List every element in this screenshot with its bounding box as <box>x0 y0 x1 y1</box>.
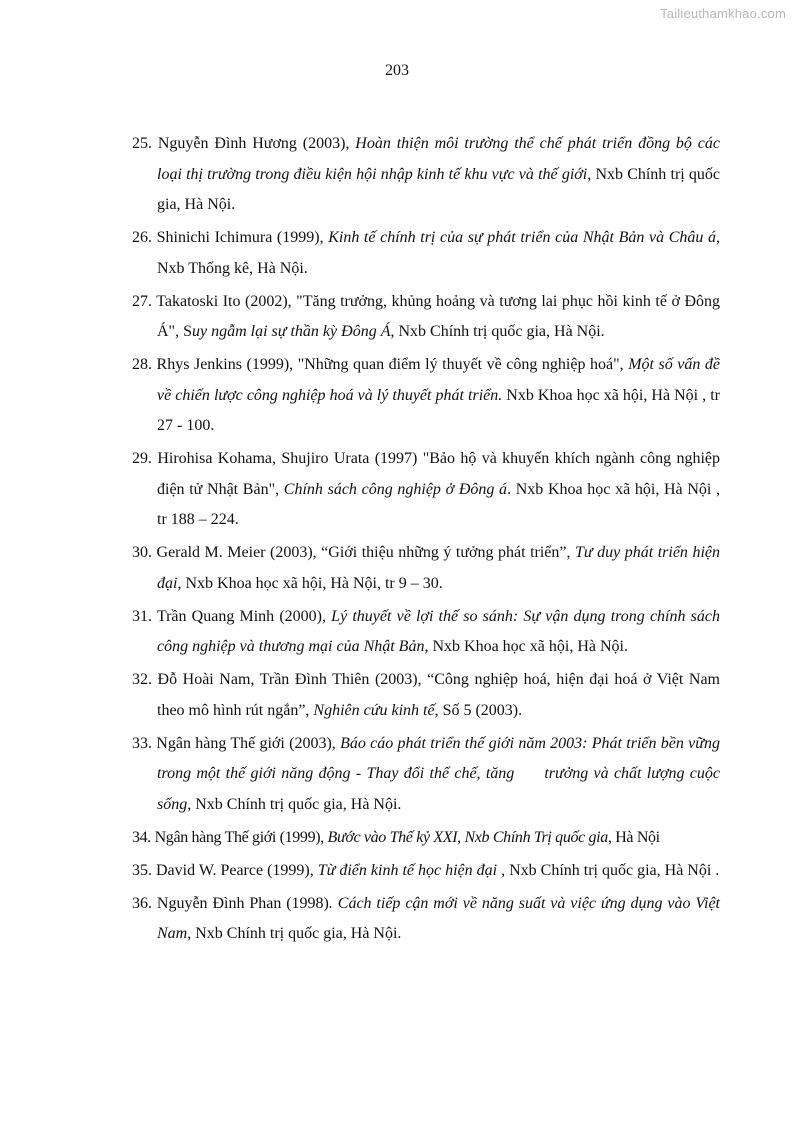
reference-item <box>132 856 720 887</box>
reference-tail: Nxb Thống kê, Hà Nội. <box>157 259 308 277</box>
reference-title: , Từ điển kinh tế học hiện đại , <box>309 861 506 879</box>
reference-item <box>132 823 720 854</box>
reference-lead: 33. Ngân hàng Thế giới (2003) <box>132 734 332 752</box>
reference-tail: . Nxb Khoa học xã hội, Hà Nội , tr 188 – 224. <box>157 480 721 528</box>
reference-item <box>132 350 720 442</box>
reference-item <box>132 889 720 950</box>
reference-title: uy ngẫm lại sự thần kỳ Đông Á <box>191 323 391 340</box>
reference-item <box>132 729 720 821</box>
reference-tail: , Số 5 (2003). <box>434 701 523 719</box>
reference-tail: Nxb Chính trị quốc gia, Hà Nội. <box>191 795 402 813</box>
reference-list <box>132 129 720 952</box>
reference-lead: 34. Ngân hàng Thế giới (1999), <box>132 828 328 846</box>
reference-title: . Cách tiếp cận mới về năng suất và việc ứng dụng vào Việt Nam, <box>157 894 720 942</box>
reference-item <box>132 602 720 663</box>
reference-title: , Báo cáo phát triển thế giới năm 2003: Phát triển bền vững trong một thế giới năng động - Thay đổi thể chế, tăng <box>157 734 721 782</box>
page-number: 203 <box>385 62 409 79</box>
reference-title: Chính sách công nghiệp ở Đông á <box>283 480 508 498</box>
reference-lead: 28. Rhys Jenkins (1999), "Những quan điểm lý thuyết về công nghiệp hoá", <box>132 356 629 373</box>
reference-item <box>132 665 720 726</box>
reference-item <box>132 538 720 599</box>
reference-title: Lý thuyết về lợi thế so sánh: Sự vận dụng trong chính sách công nghiệp và thương mại của Nhật Bản <box>157 607 720 655</box>
reference-title: Một số vấn đề về chiến lược công nghiệp hoá và lý thuyết phát triển. <box>157 356 720 404</box>
watermark-text: Tailieuthamkhao.com <box>660 6 786 21</box>
reference-title: Kinh tế chính trị của sự phát triển của Nhật Bản và Châu á, <box>328 229 720 246</box>
reference-title-continued: trưởng và chất lượng cuộc sống, <box>157 765 721 813</box>
reference-tail: , Nxb Khoa học xã hội, Hà Nội. <box>424 638 628 655</box>
reference-title: Hoàn thiện môi trường thể chế phát triển đồng bộ các loại thị trường trong điều kiện hội nhập kinh tế khu vực và thế giới <box>157 135 720 183</box>
reference-lead: 35. David W. Pearce (1999) <box>132 861 310 879</box>
reference-title: Bước vào Thế kỷ XXI, Nxb Chính Trị quốc gia <box>327 828 608 846</box>
reference-tail: Nxb Chính trị quốc gia, Hà Nội . <box>505 861 720 879</box>
reference-item <box>132 129 720 221</box>
reference-lead: 25. Nguyễn Đình Hương (2003), <box>132 135 356 152</box>
reference-item <box>132 223 720 284</box>
reference-lead: 27. Takatoski Ito (2002), "Tăng trưởng, khủng hoảng và tương lai phục hồi kinh tế ở Đông Á", S <box>132 292 720 340</box>
reference-lead: 31. Trần Quang Minh (2000), <box>132 607 332 625</box>
reference-tail: , Nxb Chính trị quốc gia, Hà Nội. <box>390 323 605 340</box>
reference-tail: Nxb Khoa học xã hội, Hà Nội , tr 27 - 100. <box>157 386 721 434</box>
reference-lead: 30. Gerald M. Meier (2003), “Giới thiệu những ý tưởng phát triển”, <box>132 544 575 561</box>
reference-item <box>132 444 720 536</box>
reference-lead: 26. Shinichi Ichimura (1999), <box>132 229 329 246</box>
reference-tail: , Nxb Chính trị quốc gia, Hà Nội. <box>157 165 721 213</box>
reference-item <box>132 287 720 348</box>
reference-title: Nghiên cứu kinh tế <box>313 701 435 719</box>
reference-tail: , Nxb Khoa học xã hội, Hà Nội, tr 9 – 30. <box>177 574 443 592</box>
reference-lead: 36. Nguyễn Đình Phan (1998) <box>132 894 329 912</box>
reference-lead: 29. Hirohisa Kohama, Shujiro Urata (1997) "Bảo hộ và khuyến khích ngành công nghiệp điện tử Nhật Bản", <box>132 450 720 498</box>
reference-title: Tư duy phát triển hiện đại <box>157 544 720 592</box>
reference-lead: 32. Đỗ Hoài Nam, Trần Đình Thiên (2003), “Công nghiệp hoá, hiện đại hoá ở Việt Nam theo mô hình rút ngắn”, <box>132 671 720 719</box>
reference-tail: , Hà Nội <box>607 828 660 846</box>
reference-tail: Nxb Chính trị quốc gia, Hà Nội. <box>191 925 402 942</box>
